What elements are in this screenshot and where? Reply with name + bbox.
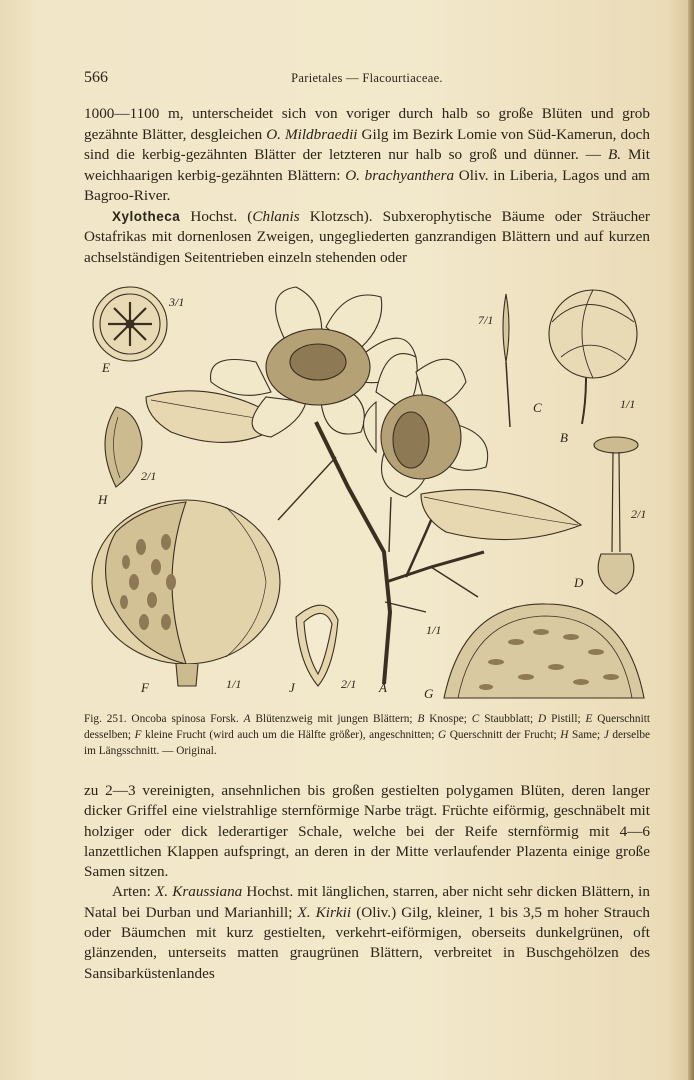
cross-section-pistil-drawing [93, 287, 167, 361]
caption-letter: C [471, 713, 480, 725]
figure-label-b: B [560, 430, 568, 445]
figure-label-e: E [102, 360, 110, 375]
figure-scale-d: 2/1 [631, 507, 647, 521]
caption-letter: A [243, 713, 251, 725]
caption-letter: E [585, 713, 593, 725]
seed-drawing [105, 407, 142, 487]
figure-label-f: F [141, 680, 149, 695]
species-name: X. Kirkii [297, 903, 352, 921]
figure-scale-f: 1/1 [226, 677, 242, 691]
caption-letter: H [560, 729, 569, 741]
caption-letter: G [437, 729, 447, 741]
paragraph-xylotheca [84, 207, 650, 269]
figure-caption [84, 711, 650, 759]
caption-letter: D [538, 713, 547, 725]
caption-text: Staubblatt; [479, 713, 539, 725]
page-edge [688, 0, 694, 1080]
text-run: Arten: [112, 883, 155, 901]
cut-fruit-drawing [92, 500, 280, 686]
figure-label-c: C [533, 400, 542, 415]
caption-text: Pistill; [546, 713, 586, 725]
caption-text: Blütenzweig mit jungen Blättern; [250, 713, 418, 725]
figure-scale-e: 3/1 [169, 295, 185, 309]
fruit-cross-section-drawing [444, 604, 644, 698]
figure-scale-a: 1/1 [426, 623, 442, 637]
species-name: O. brachyanthera [345, 166, 455, 184]
figure-label-d: D [574, 575, 584, 590]
figure-label-a: A [379, 680, 387, 695]
figure-label-h: H [98, 492, 108, 507]
genus-name: Xylotheca [112, 208, 181, 224]
seed-section-drawing [296, 605, 338, 686]
caption-text: Querschnitt desselben; [84, 713, 650, 741]
text-run: Hochst. mit länglichen, starren, aber nicht sehr dicken Blättern, in Natal bei Durban und Marianhill; [84, 883, 650, 921]
species-name: X. Kraussiana [154, 883, 243, 901]
figure-scale-j: 2/1 [341, 677, 357, 691]
top-text-block [84, 104, 650, 268]
stamen-drawing [503, 294, 510, 427]
running-head: Parietales — Flacourtiaceae. [291, 71, 443, 85]
paragraph-species [84, 882, 650, 983]
caption-letter: B [417, 713, 425, 725]
caption-letter: J [603, 729, 609, 741]
caption-text: Knospe; [424, 713, 472, 725]
text-run: Hochst. ( [180, 207, 253, 225]
text-run: Mit weichhaarigen kerbig-gezähnten Blättern: [84, 146, 650, 184]
caption-letter: F [134, 729, 142, 741]
synonym-name: Chlanis [252, 207, 300, 225]
figure-scale-b: 1/1 [620, 397, 636, 411]
page-number: 566 [84, 69, 108, 86]
bottom-text-block [84, 781, 650, 984]
paragraph-oncoba-continued [84, 104, 650, 207]
section-letter: B. [607, 146, 622, 163]
species-name: O. Mildbraedii [266, 125, 358, 143]
botanical-figure [86, 282, 652, 706]
figure-scale-h: 2/1 [141, 469, 157, 483]
caption-text: Same; [568, 729, 604, 741]
text-run: (Oliv.) Gilg, kleiner, 1 bis 3,5 m hoher Strauch oder Bäumchen mit kurz gestielten, verkehrt-eiförmigen, oberseits dunkelgrünen, oft glänzenden, unterseits matten graugrünen Blättern, verbreitet in Buschgehölzen des Sansibarküstenlandes [84, 903, 651, 982]
figure-label-j: J [289, 680, 295, 695]
text-run: 1000—1100 m, unterscheidet sich von voriger durch halb so große Blüten und grob gezähnte Blätter, desgleichen [84, 105, 650, 143]
figure-illustration [86, 282, 652, 706]
text-run: Gilg im Bezirk Lomie von Süd-Kamerun, doch sind die kerbig-gezähnten Blätter der letzteren nur halb so groß und dünner. — [84, 125, 650, 163]
text-run: Klotzsch). Subxerophytische Bäume oder Sträucher Ostafrikas mit dornenlosen Zweigen, ungegliederten ganzrandigen Blättern und auf kurzen achselständigen Seitentrieben einzeln stehenden oder [84, 207, 650, 266]
paragraph-xylotheca-continued: zu 2—3 vereinigten, ansehnlichen bis großen gestielten polygamen Blüten, deren langer dicker Griffel eine vielstrahlige sternförmige Narbe trägt. Früchte eiförmig, geschnäbelt mit holziger oder dick lederartiger Schale, welche bei der Reife sternförmig mit 4—6 lanzettlichen Klappen aufspringt, an deren in der Mitte verlaufender Plazenta einige große Samen sitzen. [84, 782, 650, 881]
figure-label-g: G [424, 686, 434, 701]
caption-text: kleine Frucht (wird auch um die Hälfte größer), angeschnitten; [141, 729, 438, 741]
caption-text: Querschnitt der Frucht; [446, 729, 561, 741]
page-header [84, 69, 650, 91]
caption-text: derselbe im Längsschnitt. — Original. [84, 729, 650, 757]
figure-scale-c: 7/1 [478, 313, 494, 327]
caption-text: Fig. 251. Oncoba spinosa Forsk. [84, 713, 244, 725]
text-run: Oliv. in Liberia, Lagos und am Bagroo-River. [84, 166, 650, 204]
